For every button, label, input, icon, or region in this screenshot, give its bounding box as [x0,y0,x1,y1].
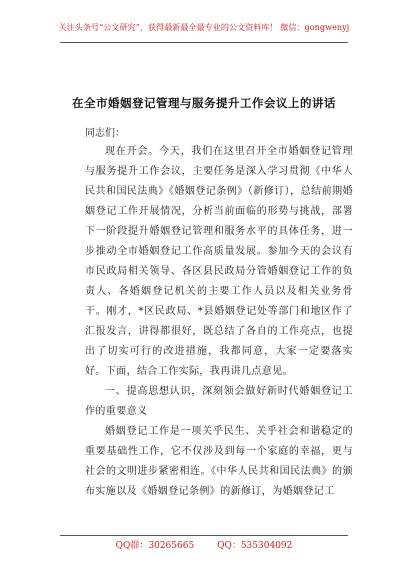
qq-text: QQ：535304092 [217,541,293,551]
header-divider [60,42,348,43]
footer-contact [0,538,408,551]
qq-group-text: QQ群：30265665 [115,541,195,551]
document-body [85,142,353,502]
salutation: 同志们： [85,128,125,139]
body-paragraph: 现在开会。今天，我们在这里召开全市婚姻登记管理与服务提升工作会议，主要任务是深入学习贯彻《中华人民共和国民法典》《婚姻登记条例》（新修订），总结前期婚姻登记工作开展情况，分析当前面临的形势与挑战，部署下一阶段提升婚姻登记管理和服务水平的具体任务，进一步推动全市婚姻登记工作高质量发展。参加今天的会议有市民政局相关领导、各区县民政局分管婚姻登记工作的负责人、各婚姻登记机关的主要工作人员以及相关业务骨干。刚才，*区民政局、*县婚姻登记处等部门和地区作了汇报发言，讲得都很好，既总结了各自的工作亮点，也提出了切实可行的改进措施，我都同意，大家一定要落实好。下面，结合工作实际，我再讲几点意见。 [85,146,353,377]
body-paragraph: 婚姻登记工作是一项关乎民生、关乎社会和谐稳定的重要基础性工作，它不仅涉及到每一个家庭的幸福，更与社会的文明进步紧密相连。《中华人民共和国民法典》的颁布实施以及《婚姻登记条例》的新修订，为婚姻登记工 [85,426,353,497]
footer-divider [60,535,348,536]
document-title: 在全市婚姻登记管理与服务提升工作会议上的讲话 [72,96,336,110]
header-promo-text: 关注头条号“公文研究”，获得最新最全最专业的公文资料库！ 微信：gongwenyj [58,23,350,32]
section-heading: 一、提高思想认识，深刻领会做好新时代婚姻登记工作的重要意义 [85,386,353,417]
